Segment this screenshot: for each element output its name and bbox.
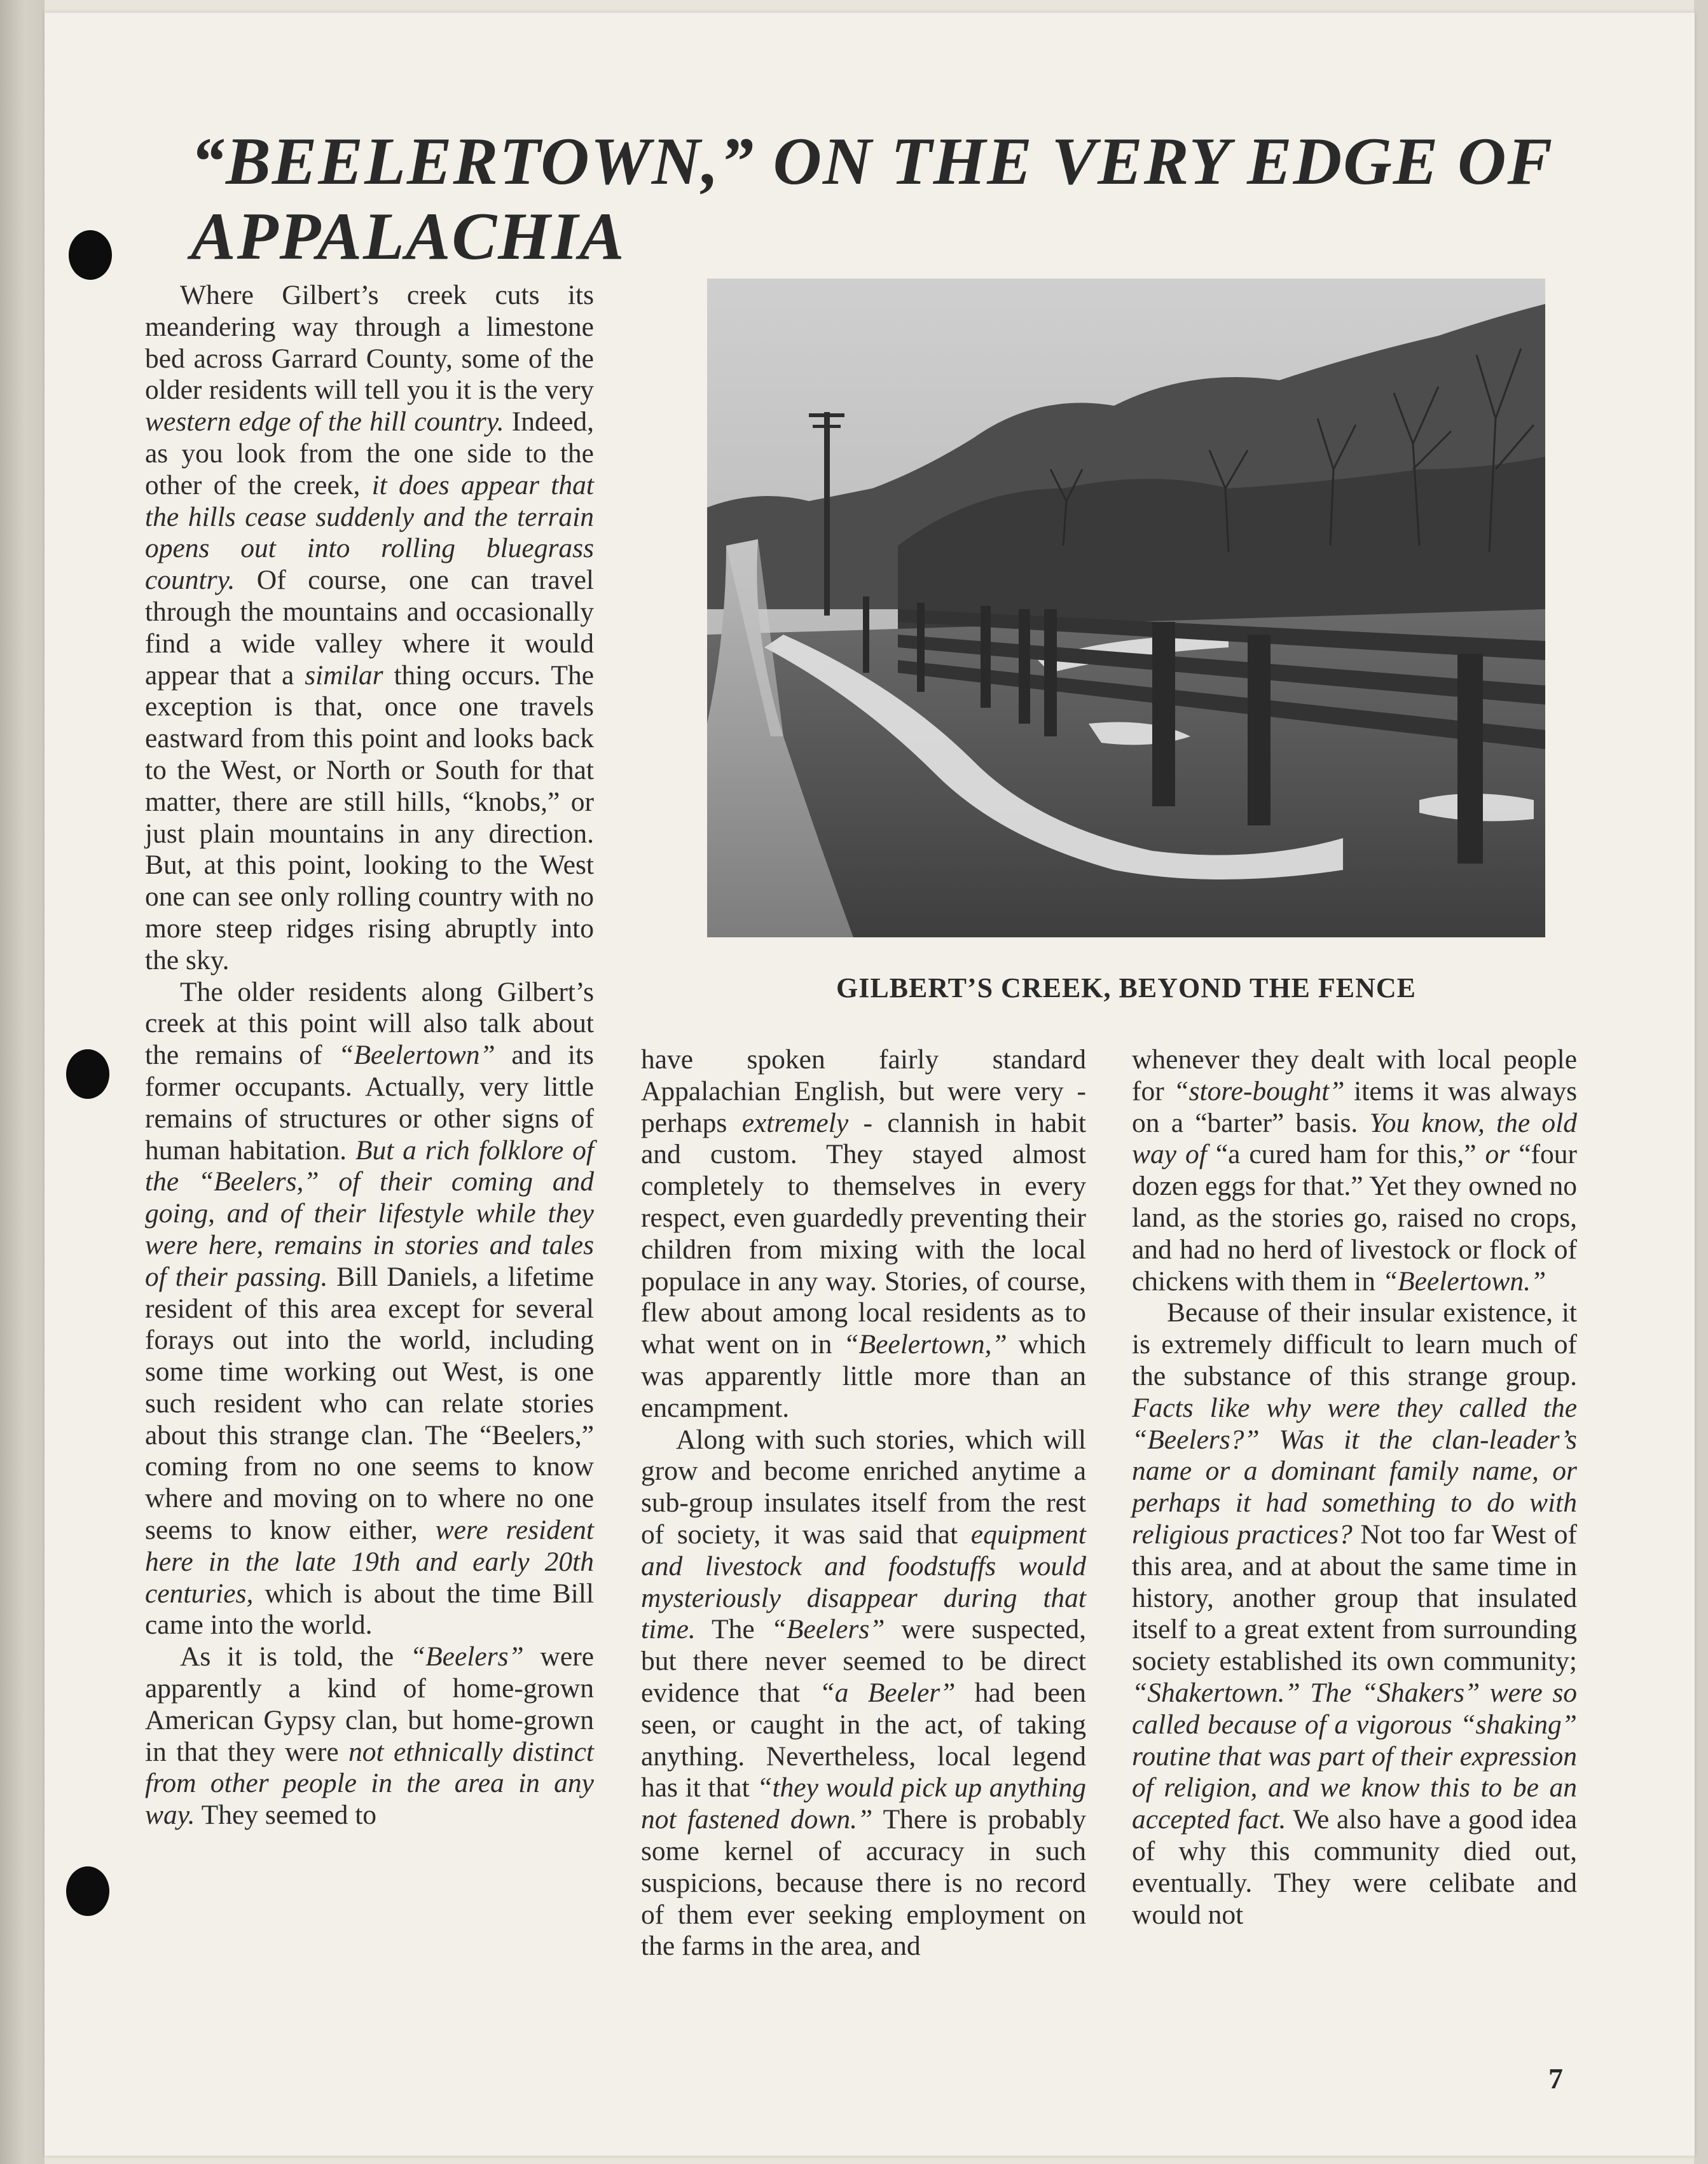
text-run: Bill Daniels, a lifetime resident of this area except for several forays out into the world, including some time working out West, is one such resident who can relate stories about this strange clan. The “Beelers,” coming from no one seems to know where and moving on to where no one seems to know either,	[145, 1261, 594, 1546]
text-run: were apparently a kind of home-grown American Gypsy clan, but home-grown in that they were	[145, 1641, 595, 1767]
italic-text: “Beelers”	[771, 1614, 885, 1645]
text-run: Not too far West of this area, and at about the same time in history, another group that insulated itself to a great extent from surrounding society established its own community;	[1132, 1519, 1577, 1677]
text-run: items it was always on a “barter” basis.	[1132, 1075, 1577, 1138]
page-number: 7	[1548, 2062, 1563, 2095]
text-run: which is about the time Bill came into the world.	[145, 1578, 594, 1641]
italic-text: “they would pick up anything not fastened down.”	[641, 1772, 1086, 1835]
paragraph	[145, 977, 594, 1642]
italic-text: “Beelertown”	[338, 1040, 495, 1071]
text-run: Because of their insular existence, it is extremely difficult to learn much of the substance of this strange group.	[1132, 1297, 1577, 1391]
text-run: - clannish in habit and custom. They stayed almost completely to themselves in every respect, even guardedly preventing their children from mixing with the local populace in any way. Stories, of course, flew about among local residents as to what went on in	[641, 1107, 1087, 1360]
paragraph	[1132, 1297, 1577, 1931]
italic-text: “store-bought”	[1173, 1075, 1345, 1106]
italic-text: But a rich folklore of the “Beelers,” of their coming and going, and of their lifestyle while they were here, remains in stories and tales of their passing.	[145, 1134, 594, 1292]
text-run: “four dozen eggs for that.” Yet they owned no land, as the stories go, raised no crops, and had no herd of livestock or flock of chickens with them in	[1132, 1139, 1577, 1297]
italic-text: You know, the old way of	[1132, 1107, 1577, 1170]
italic-text: “Shakertown.” The “Shakers” were so called because of a vigorous “shaking” routine that was part of their expression of religion, and we know this to be an accepted fact.	[1132, 1677, 1577, 1835]
punch-hole	[66, 1866, 109, 1916]
italic-text: not ethnically distinct from other people in the area in any way.	[145, 1736, 594, 1831]
creek-fence-photo	[707, 279, 1545, 937]
text-run: were suspected, but there never seemed to be direct evidence that	[641, 1614, 1086, 1708]
binder-edge	[0, 0, 45, 2164]
article-headline: “BEELERTOWN,” ON THE VERY EDGE OF APPALACHIA	[191, 124, 1554, 273]
text-run: which was apparently little more than an encampment.	[641, 1329, 1086, 1423]
italic-text: or	[1485, 1139, 1510, 1170]
italic-text: extremely	[741, 1107, 849, 1138]
text-run: whenever they dealt with local people for	[1132, 1044, 1577, 1106]
text-run: Indeed, as you look from the one side to the other of the creek,	[145, 406, 594, 500]
article-column-2	[641, 1044, 1086, 1962]
italic-text: similar	[305, 659, 383, 691]
paragraph	[145, 1641, 594, 1831]
text-run: The older residents along Gilbert’s creek at this point will also talk about the remains of	[145, 976, 594, 1071]
italic-text: it does appear that the hills cease suddenly and the terrain opens out into rolling bluegrass country.	[145, 469, 594, 596]
paragraph	[1132, 1044, 1577, 1297]
italic-text: “Beelers”	[410, 1641, 524, 1672]
text-run: Along with such stories, which will grow and become enriched anytime a sub-group insulates itself from the rest of society, it was said that	[641, 1424, 1086, 1550]
photo-caption: GILBERT’S CREEK, BEYOND THE FENCE	[836, 972, 1417, 1003]
punch-hole	[69, 230, 112, 280]
italic-text: “Beelertown.”	[1382, 1265, 1546, 1297]
text-run: There is probably some kernel of accuracy in such suspicions, because there is no record of them ever seeking employment on the farms in the area, and	[641, 1804, 1086, 1962]
article-column-1	[145, 280, 594, 1831]
article-column-3	[1132, 1044, 1577, 1931]
text-run: had been seen, or caught in the act, of taking anything. Nevertheless, local legend has it that	[641, 1677, 1086, 1803]
paragraph	[641, 1044, 1086, 1424]
italic-text: “a Beeler”	[819, 1677, 956, 1708]
text-run: thing occurs. The exception is that, once one travels eastward from this point and looks back to the West, or North or South for that matter, there are still hills, “knobs,” or just plain mountains in any direction. But, at this point, looking to the West one can see only rolling country with no more steep ridges rising abruptly into the sky.	[145, 659, 594, 975]
text-run: As it is told, the	[180, 1641, 410, 1672]
page-edge	[1694, 0, 1708, 2164]
italic-text: equipment and livestock and foodstuffs would mysteriously disappear during that time.	[641, 1519, 1086, 1645]
paragraph	[145, 280, 594, 977]
italic-text: “Beelertown,”	[843, 1329, 1007, 1360]
text-run: “a cured ham for this,”	[1206, 1139, 1485, 1170]
text-run: They seemed to	[195, 1800, 377, 1831]
text-run: Where Gilbert’s creek cuts its meandering way through a limestone bed across Garrard County, some of the older residents will tell you it is the very	[145, 280, 594, 406]
text-run: have spoken fairly standard Appalachian English, but were very - perhaps	[641, 1044, 1086, 1138]
text-run: The	[695, 1614, 771, 1645]
italic-text: western edge of the hill country.	[145, 406, 504, 438]
text-run: We also have a good idea of why this community died out, eventually. They were celibate and would not	[1132, 1804, 1578, 1930]
text-run: Of course, one can travel through the mountains and occasionally find a wide valley where it would appear that a	[145, 565, 594, 691]
punch-hole	[66, 1049, 109, 1099]
italic-text: Facts like why were they called the “Beelers?” Was it the clan-leader’s name or a dominant family name, or perhaps it had something to do with religious practices?	[1132, 1392, 1577, 1550]
text-run: and its former occupants. Actually, very little remains of structures or other signs of human habitation.	[145, 1040, 594, 1166]
paragraph	[641, 1424, 1086, 1963]
photo-image	[707, 279, 1545, 937]
italic-text: were resident here in the late 19th and early 20th centuries,	[145, 1515, 594, 1609]
